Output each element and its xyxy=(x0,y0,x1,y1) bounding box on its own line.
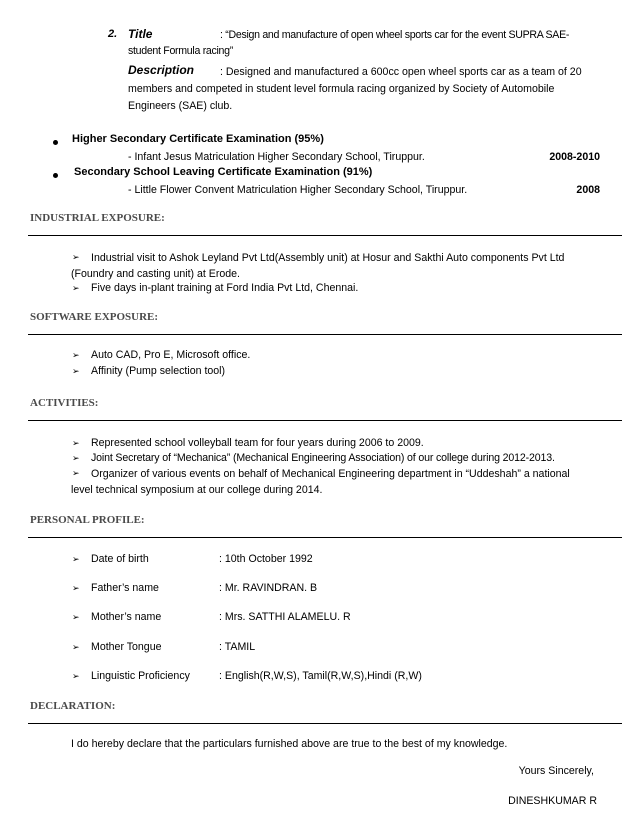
arrow-bullet-icon: ➢ xyxy=(72,252,80,262)
project-description-text: : Designed and manufactured a 600cc open wheel sports car as a team of 20 members and competed in student level formula racing organized by Society of Automobile Engineers (SAE) club. xyxy=(128,66,582,112)
arrow-bullet-icon: ➢ xyxy=(72,583,80,593)
education-school: - Infant Jesus Matriculation Higher Secondary School, Tiruppur. xyxy=(128,151,425,163)
education-bullet xyxy=(53,140,58,145)
section-divider xyxy=(28,420,622,421)
profile-value: : Mrs. SATTHI ALAMELU. R xyxy=(219,611,351,623)
profile-value: : Mr. RAVINDRAN. B xyxy=(219,582,318,594)
industrial-item: Five days in-plant training at Ford India Pvt Ltd, Chennai. xyxy=(91,282,359,294)
arrow-bullet-icon: ➢ xyxy=(72,438,80,448)
industrial-heading: INDUSTRIAL EXPOSURE: xyxy=(30,212,165,224)
education-title: Secondary School Leaving Certificate Examination (91%) xyxy=(74,166,373,178)
activities-heading: ACTIVITIES: xyxy=(30,397,99,409)
project-title-line1: : “Design and manufacture of open wheel sports car for the event SUPRA SAE- xyxy=(220,29,570,41)
arrow-bullet-icon: ➢ xyxy=(72,468,80,478)
profile-label: Mother Tongue xyxy=(91,641,162,653)
arrow-bullet-icon: ➢ xyxy=(72,283,80,293)
declaration-heading: DECLARATION: xyxy=(30,700,116,712)
profile-label: Date of birth xyxy=(91,553,149,565)
project-number: 2. xyxy=(108,28,118,40)
education-year: 2008-2010 xyxy=(549,151,600,163)
arrow-bullet-icon: ➢ xyxy=(72,350,80,360)
activity-item: Organizer of various events on behalf of Mechanical Engineering department in “Uddeshah” a national level technical symposium at our college during 2014. xyxy=(71,468,570,496)
section-divider xyxy=(28,537,622,538)
activity-item: Represented school volleyball team for four years during 2006 to 2009. xyxy=(91,437,424,449)
arrow-bullet-icon: ➢ xyxy=(72,642,80,652)
arrow-bullet-icon: ➢ xyxy=(72,671,80,681)
education-bullet xyxy=(53,173,58,178)
section-divider xyxy=(28,235,622,236)
arrow-bullet-icon: ➢ xyxy=(72,554,80,564)
activity-item: Joint Secretary of “Mechanica” (Mechanical Engineering Association) of our college during 2012-2013. xyxy=(91,452,555,464)
project-title-line2: student Formula racing” xyxy=(128,45,233,57)
section-divider xyxy=(28,723,622,724)
closing-text: Yours Sincerely, xyxy=(518,765,594,777)
education-year: 2008 xyxy=(576,184,600,196)
profile-value: : TAMIL xyxy=(219,641,256,653)
profile-label: Mother’s name xyxy=(91,611,162,623)
education-title: Higher Secondary Certificate Examination (95%) xyxy=(72,133,324,145)
software-heading: SOFTWARE EXPOSURE: xyxy=(30,311,159,323)
section-divider xyxy=(28,334,622,335)
profile-label: Linguistic Proficiency xyxy=(91,670,190,682)
project-title-label: Title xyxy=(128,27,153,41)
profile-label: Father’s name xyxy=(91,582,159,594)
project-description-label: Description xyxy=(128,63,195,77)
industrial-item: Industrial visit to Ashok Leyland Pvt Ltd(Assembly unit) at Hosur and Sakthi Auto components Pvt Ltd (Foundry and casting unit) at Erode. xyxy=(71,252,565,280)
software-item: Affinity (Pump selection tool) xyxy=(91,365,226,377)
profile-value: : 10th October 1992 xyxy=(219,553,313,565)
arrow-bullet-icon: ➢ xyxy=(72,366,80,376)
arrow-bullet-icon: ➢ xyxy=(72,612,80,622)
declaration-text: I do hereby declare that the particulars furnished above are true to the best of my knowledge. xyxy=(71,738,508,750)
education-school: - Little Flower Convent Matriculation Higher Secondary School, Tiruppur. xyxy=(128,184,468,196)
profile-value: : English(R,W,S), Tamil(R,W,S),Hindi (R,W) xyxy=(219,670,422,682)
personal-heading: PERSONAL PROFILE: xyxy=(30,514,145,526)
arrow-bullet-icon: ➢ xyxy=(72,453,80,463)
signature-name: DINESHKUMAR R xyxy=(508,795,597,807)
software-item: Auto CAD, Pro E, Microsoft office. xyxy=(91,349,251,361)
